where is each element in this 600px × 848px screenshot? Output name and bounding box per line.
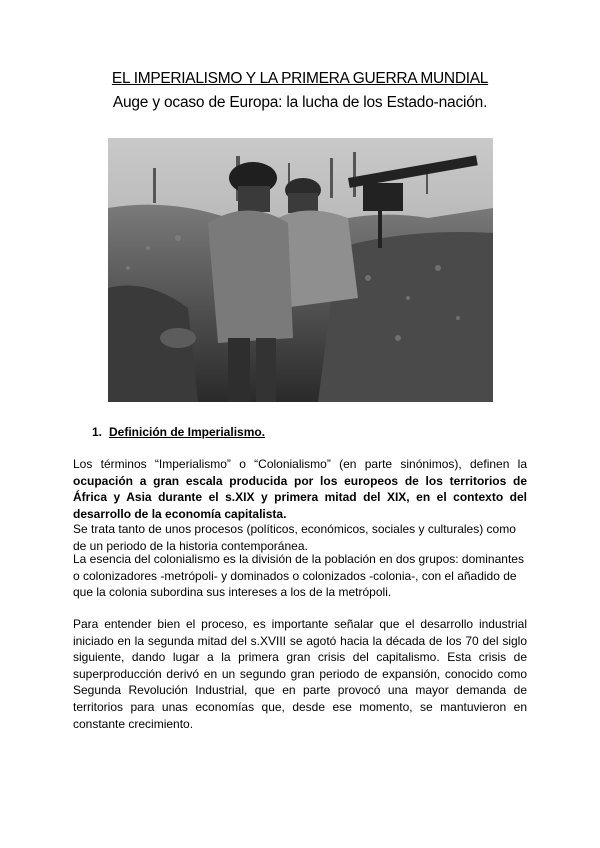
paragraph-definition-bold: ocupación a gran escala producida por los europeos de los territorios de África y Asia durante el s.XIX y primera mitad del XIX, en el contexto del desarrollo de la economía capitalista. [73,473,527,521]
page-subtitle: Auge y ocaso de Europa: la lucha de los Estado-nación. [112,94,488,111]
paragraph-process: Se trata tanto de unos procesos (políticos, económicos, sociales y culturales) como de un periodo de la historia contemporánea. [73,522,516,553]
section-heading [92,425,265,439]
section-title: Definición de Imperialismo. [109,425,266,439]
paragraph-definition-intro: Los términos “Imperialismo” o “Colonialismo” (en parte sinónimos), definen la [73,457,527,471]
page-title: EL IMPERIALISMO Y LA PRIMERA GUERRA MUNDIAL [111,70,489,87]
section-number: 1. [92,425,103,439]
paragraph-essence: La esencia del colonialismo es la división de la población en dos grupos: dominantes o colonizadores -metrópoli- y dominados o colonizados -colonia-, con el añadido de que la colonia subordina sus intereses a los de la metrópoli. [73,552,524,600]
paragraph-context: Para entender bien el proceso, es importante señalar que el desarrollo industrial iniciado en la segunda mitad del s.XVIII se agotó hacia la década de los 70 del siglo siguiente, dando lugar a la primera gran crisis del capitalismo. Esta crisis de superproducción derivó en un segundo gran periodo de expansión, conocido como Segunda Revolución Industrial, que en parte provocó una mayor demanda de territorios para unas economías que, desde ese momento, se mantuvieron en constante crecimiento. [73,617,527,731]
trench-photo [108,138,493,402]
paragraph-definition [73,456,527,522]
